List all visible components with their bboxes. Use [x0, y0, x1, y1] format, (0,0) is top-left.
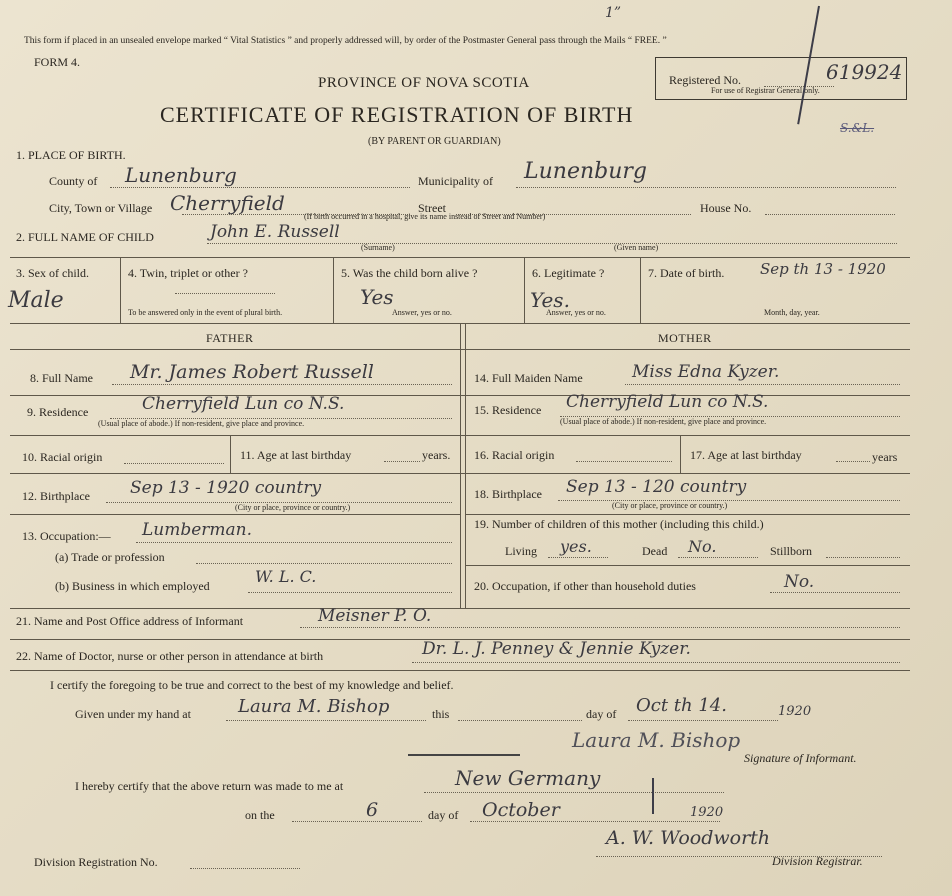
sex-value: Male: [8, 288, 64, 313]
father-birthplace-note: (City or place, province or country.): [235, 503, 351, 512]
registrar-certify-statement: I hereby certify that the above return was made to me at: [75, 779, 344, 793]
living-value: yes.: [560, 537, 592, 556]
attendant-label: 22. Name of Doctor, nurse or other person in attendance at birth: [16, 649, 324, 663]
given-name-note: (Given name): [614, 243, 659, 252]
informant-value: Meisner P. O.: [318, 606, 432, 626]
place-of-birth-label: 1. PLACE OF BIRTH.: [16, 148, 126, 162]
father-age-unit: years.: [422, 448, 451, 462]
business-label: (b) Business in which employed: [55, 579, 210, 593]
division-registration-label: Division Registration No.: [34, 855, 158, 869]
registered-number: 619924: [826, 60, 903, 84]
father-name-value: Mr. James Robert Russell: [130, 361, 374, 383]
given-under-label: Given under my hand at: [75, 707, 191, 721]
registered-note: For use of Registrar General only.: [711, 86, 820, 95]
father-occupation-value: Lumberman.: [142, 520, 253, 540]
mother-occupation-value: No.: [784, 572, 815, 592]
father-birthplace-value: Sep 13 - 1920 country: [130, 478, 322, 498]
mother-age-label: 17. Age at last birthday: [690, 448, 802, 462]
registrar-signature: A. W. Woodworth: [606, 827, 771, 849]
mother-birthplace-note: (City or place, province or country.): [612, 501, 728, 510]
father-age-label: 11. Age at last birthday: [240, 448, 352, 462]
father-residence-label: 9. Residence: [27, 405, 89, 419]
day-of-label: day of: [586, 707, 617, 721]
mailing-notice: This form if placed in an unsealed envelope marked “ Vital Statistics ” and properly addressed will, by order of the Postmaster General pass through the Mails “ FREE. ”: [24, 36, 667, 46]
born-alive-note: Answer, yes or no.: [392, 308, 452, 317]
legitimate-note: Answer, yes or no.: [546, 308, 606, 317]
page-subtitle: (BY PARENT OR GUARDIAN): [368, 136, 501, 147]
registrar-month-value: October: [482, 799, 560, 821]
father-birthplace-label: 12. Birthplace: [22, 489, 90, 503]
date-of-birth-note: Month, day, year.: [764, 308, 820, 317]
stamp-mark: S.&L.: [840, 121, 875, 135]
signature-of-informant-label: Signature of Informant.: [744, 751, 857, 765]
father-heading: FATHER: [206, 331, 254, 345]
this-label: this: [432, 707, 450, 721]
surname-note: (Surname): [361, 243, 395, 252]
street-label: Street: [418, 201, 446, 215]
house-number-label: House No.: [700, 201, 752, 215]
father-occupation-label: 13. Occupation:—: [22, 529, 111, 543]
mother-heading: MOTHER: [658, 331, 712, 345]
father-racial-label: 10. Racial origin: [22, 450, 103, 464]
form-number: FORM 4.: [34, 55, 81, 69]
mother-racial-label: 16. Racial origin: [474, 448, 555, 462]
registrar-day-of-label: day of: [428, 808, 459, 822]
ink-underline: [408, 754, 520, 756]
page-title: CERTIFICATE OF REGISTRATION OF BIRTH: [160, 102, 634, 127]
corner-mark: 1”: [605, 5, 622, 21]
children-count-label: 19. Number of children of this mother (including this child.): [474, 517, 764, 531]
dead-label: Dead: [642, 544, 668, 558]
father-residence-value: Cherryfield Lun co N.S.: [142, 394, 345, 414]
mother-age-unit: years: [872, 450, 898, 464]
division-registrar-label: Division Registrar.: [772, 854, 863, 868]
mother-residence-label: 15. Residence: [474, 403, 542, 417]
certify-statement: I certify the foregoing to be true and correct to the best of my knowledge and belief.: [50, 678, 454, 692]
father-residence-note: (Usual place of abode.) If non-resident, give place and province.: [98, 419, 305, 428]
informant-signature: Laura M. Bishop: [572, 728, 741, 752]
date-of-birth-label: 7. Date of birth.: [648, 266, 725, 280]
sex-label: 3. Sex of child.: [16, 266, 89, 280]
on-the-label: on the: [245, 808, 275, 822]
given-place-value: Laura M. Bishop: [238, 696, 390, 717]
attendant-value: Dr. L. J. Penney & Jennie Kyzer.: [422, 639, 691, 659]
mother-name-value: Miss Edna Kyzer.: [632, 362, 780, 382]
father-name-label: 8. Full Name: [30, 371, 93, 385]
born-alive-value: Yes: [360, 285, 394, 309]
stillborn-label: Stillborn: [770, 544, 813, 558]
trade-label: (a) Trade or profession: [55, 550, 165, 564]
business-value: W. L. C.: [255, 567, 317, 586]
dead-value: No.: [688, 537, 717, 556]
registrar-year-value: 1920: [690, 805, 724, 820]
mother-birthplace-label: 18. Birthplace: [474, 487, 542, 501]
twin-note: To be answered only in the event of plural birth.: [128, 308, 283, 317]
mother-birthplace-value: Sep 13 - 120 country: [566, 477, 747, 497]
living-label: Living: [505, 544, 537, 558]
ink-cross-stroke: [652, 778, 654, 814]
city-value: Cherryfield: [170, 191, 285, 215]
province-heading: PROVINCE OF NOVA SCOTIA: [318, 75, 530, 91]
municipality-label: Municipality of: [418, 174, 493, 188]
informant-label: 21. Name and Post Office address of Informant: [16, 614, 244, 628]
street-note: (If birth occurred in a hospital, give its name instead of Street and Number): [304, 212, 546, 221]
registered-label: Registered No.: [669, 73, 741, 87]
child-name-label: 2. FULL NAME OF CHILD: [16, 230, 154, 244]
informant-year-value: 1920: [778, 704, 812, 719]
mother-residence-note: (Usual place of abode.) If non-resident, give place and province.: [560, 417, 767, 426]
registrar-place-value: New Germany: [455, 766, 601, 790]
city-label: City, Town or Village: [49, 201, 153, 215]
county-value: Lunenburg: [125, 163, 237, 187]
child-name-value: John E. Russell: [210, 222, 340, 242]
county-label: County of: [49, 174, 98, 188]
mother-name-label: 14. Full Maiden Name: [474, 371, 583, 385]
born-alive-label: 5. Was the child born alive ?: [341, 266, 478, 280]
registrar-day-value: 6: [366, 799, 379, 821]
informant-day-value: Oct th 14.: [636, 695, 727, 716]
date-of-birth-value: Sep th 13 - 1920: [760, 260, 886, 278]
mother-occupation-label: 20. Occupation, if other than household duties: [474, 579, 696, 593]
legitimate-value: Yes.: [530, 288, 570, 312]
mother-residence-value: Cherryfield Lun co N.S.: [566, 392, 769, 412]
legitimate-label: 6. Legitimate ?: [532, 266, 605, 280]
twin-label: 4. Twin, triplet or other ?: [128, 266, 248, 280]
registered-number-box: [655, 57, 907, 100]
municipality-value: Lunenburg: [524, 159, 647, 184]
